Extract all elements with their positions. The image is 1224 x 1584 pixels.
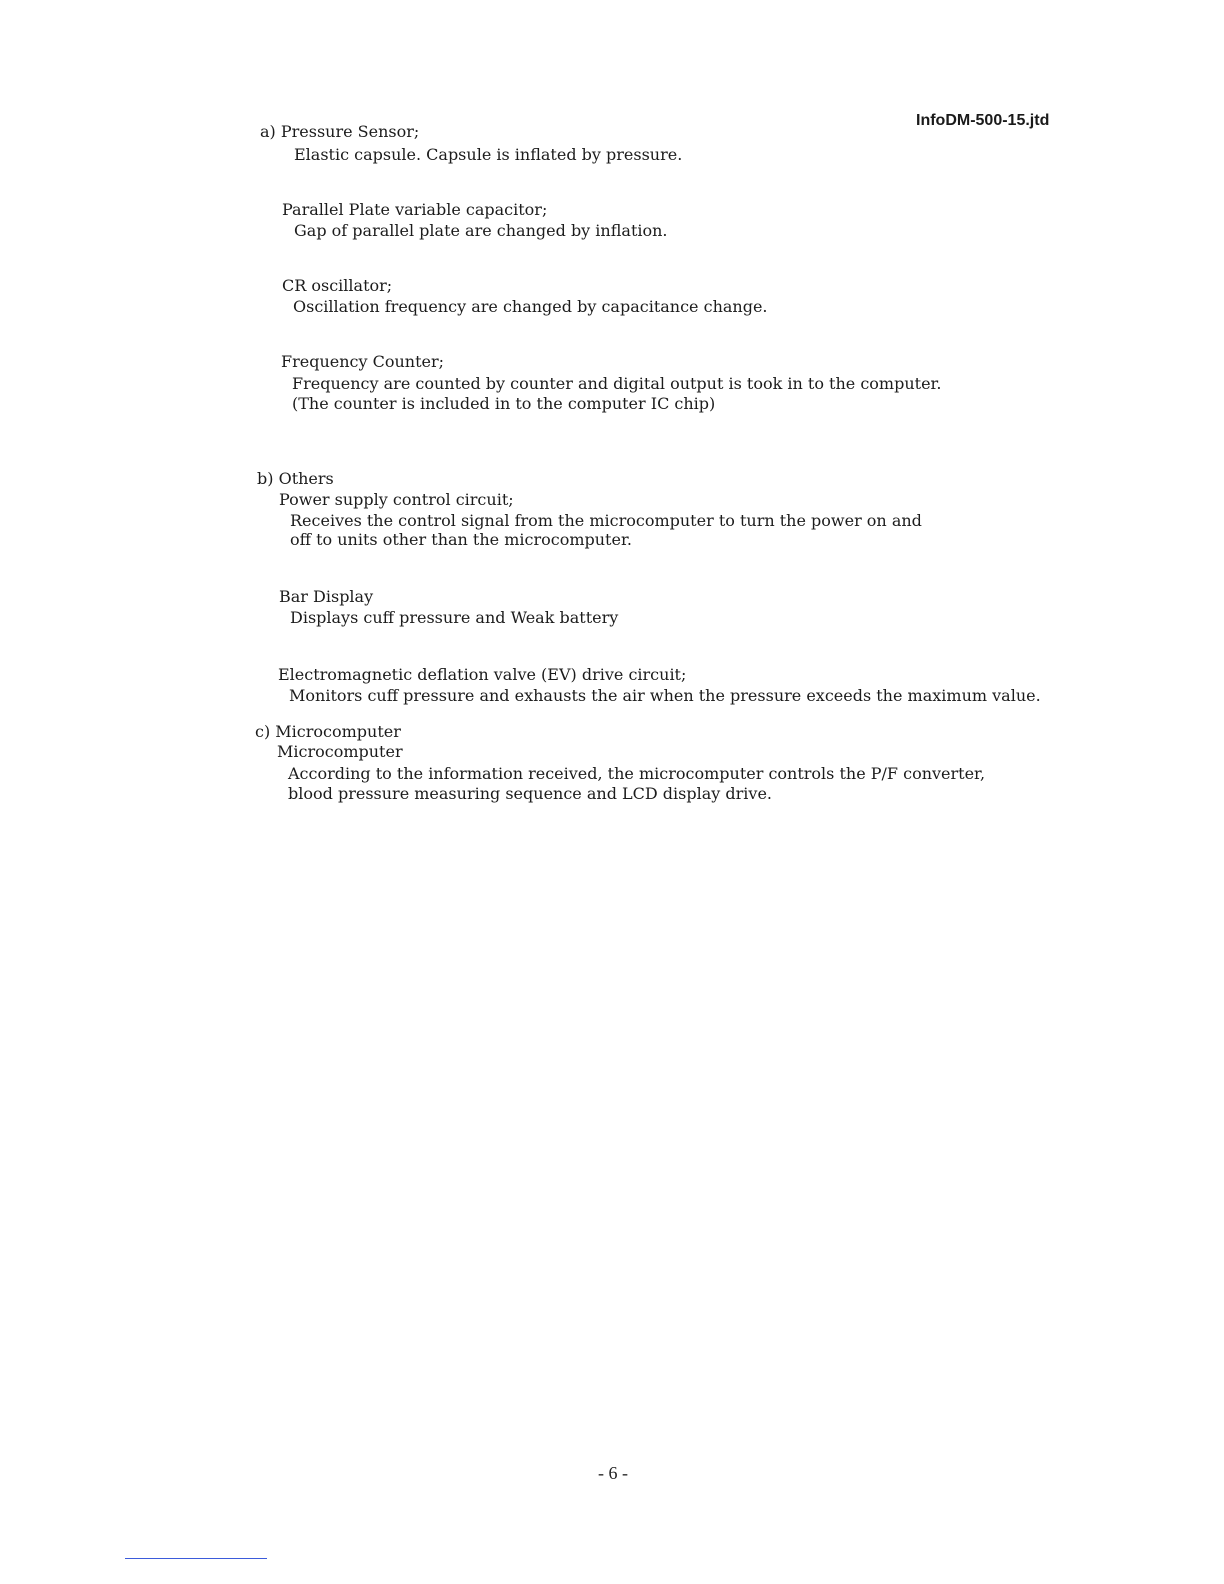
microcomputer-line-2: blood pressure measuring sequence and LCD display drive. (288, 784, 772, 803)
section-c-heading: c) Microcomputer (255, 722, 401, 741)
power-supply-line-2: off to units other than the microcomputer. (290, 530, 632, 549)
section-a-description: Elastic capsule. Capsule is inflated by pressure. (294, 145, 683, 164)
section-a-heading: a) Pressure Sensor; (260, 122, 420, 141)
page-number: - 6 - (598, 1463, 628, 1483)
oscillator-title: CR oscillator; (282, 276, 393, 295)
microcomputer-title: Microcomputer (277, 742, 403, 761)
capacitor-title: Parallel Plate variable capacitor; (282, 200, 548, 219)
document-id: InfoDM-500-15.jtd (916, 112, 1050, 129)
ev-drive-description: Monitors cuff pressure and exhausts the air when the pressure exceeds the maximum value. (289, 686, 1041, 705)
power-supply-title: Power supply control circuit; (279, 490, 514, 509)
section-b-heading: b) Others (257, 469, 334, 488)
capacitor-description: Gap of parallel plate are changed by inflation. (294, 221, 668, 240)
footer-rule (125, 1558, 267, 1559)
frequency-counter-line-2: (The counter is included in to the computer IC chip) (292, 394, 716, 413)
frequency-counter-title: Frequency Counter; (281, 352, 445, 371)
frequency-counter-line-1: Frequency are counted by counter and digital output is took in to the computer. (292, 374, 942, 393)
microcomputer-line-1: According to the information received, the microcomputer controls the P/F converter, (288, 764, 986, 783)
oscillator-description: Oscillation frequency are changed by capacitance change. (293, 297, 768, 316)
bar-display-title: Bar Display (279, 587, 374, 606)
power-supply-line-1: Receives the control signal from the microcomputer to turn the power on and (290, 511, 922, 530)
bar-display-description: Displays cuff pressure and Weak battery (290, 608, 619, 627)
ev-drive-title: Electromagnetic deflation valve (EV) drive circuit; (278, 665, 687, 684)
